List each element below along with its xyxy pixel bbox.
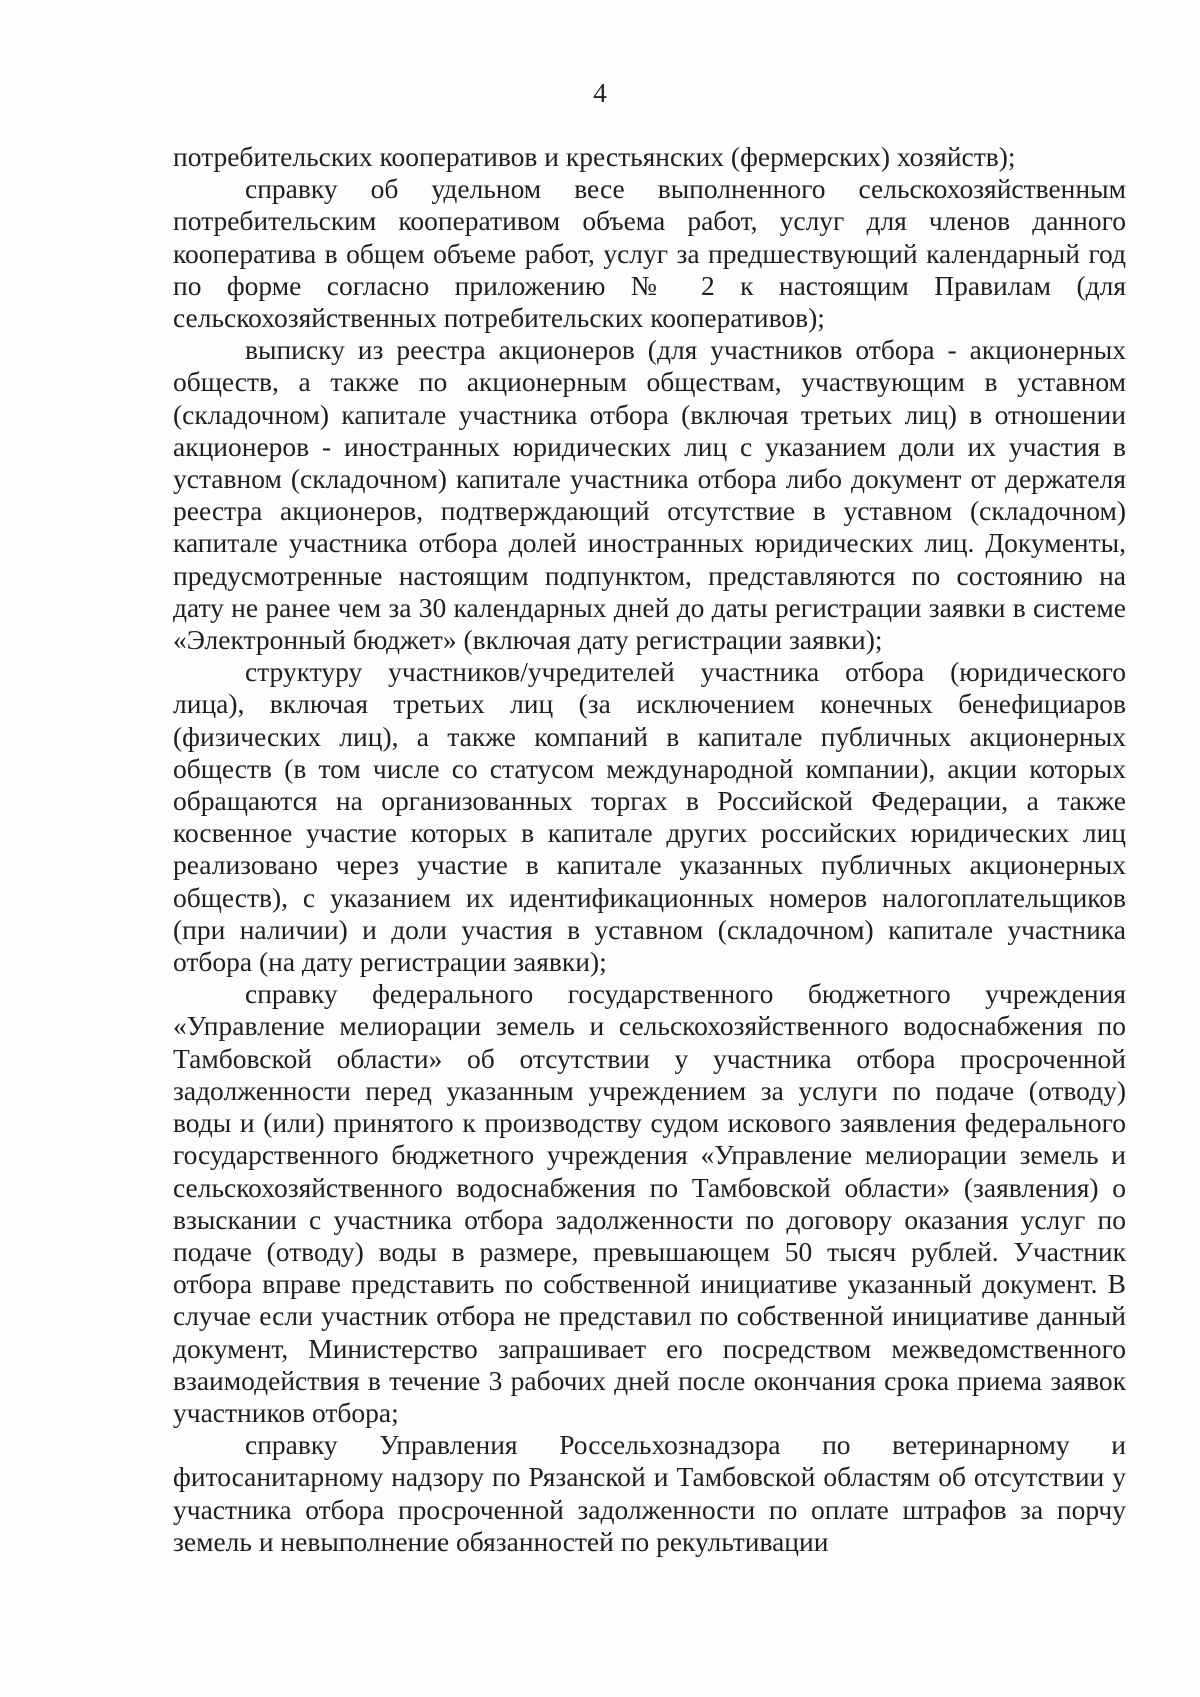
paragraph: справку Управления Россельхознадзора по ветеринарному и фитосанитарному надзору по Рязанской и Тамбовской областям об отсутствии у участника отбора просроченной задолженности по оплате штрафов за порчу земель и невыполнение обязанностей по рекультивации: [173, 1429, 1126, 1557]
paragraph: справку федерального государственного бюджетного учреждения «Управление мелиорации земель и сельскохозяйственного водоснабжения по Тамбовской области» об отсутствии у участника отбора просроченной задолженности перед указанным учреждением за услуги по подаче (отводу) воды и (или) принятого к производству судом искового заявления федерального государственного бюджетного учреждения «Управление мелиорации земель и сельскохозяйственного водоснабжения по Тамбовской области» (заявления) о взыскании с участника отбора задолженности по договору оказания услуг по подаче (отводу) воды в размере, превышающем 50 тысяч рублей. Участник отбора вправе представить по собственной инициативе указанный документ. В случае если участник отбора не представил по собственной инициативе данный документ, Министерство запрашивает его посредством межведомственного взаимодействия в течение 3 рабочих дней после окончания срока приема заявок участников отбора;: [173, 978, 1126, 1428]
document-body: [173, 141, 1126, 1558]
paragraph: выписку из реестра акционеров (для участников отбора - акционерных обществ, а также по акционерным обществам, участвующим в уставном (складочном) капитале участника отбора (включая третьих лиц) в отношении акционеров - иностранных юридических лиц с указанием доли их участия в уставном (складочном) капитале участника отбора либо документ от держателя реестра акционеров, подтверждающий отсутствие в уставном (складочном) капитале участника отбора долей иностранных юридических лиц. Документы, предусмотренные настоящим подпунктом, представляются по состоянию на дату не ранее чем за 30 календарных дней до даты регистрации заявки в системе «Электронный бюджет» (включая дату регистрации заявки);: [173, 334, 1126, 656]
paragraph: справку об удельном весе выполненного сельскохозяйственным потребительским кооперативом объема работ, услуг для членов данного кооператива в общем объеме работ, услуг за предшествующий календарный год по форме согласно приложению № 2 к настоящим Правилам (для сельскохозяйственных потребительских кооперативов);: [173, 173, 1126, 334]
page-number: 4: [593, 78, 607, 108]
paragraph: потребительских кооперативов и крестьянских (фермерских) хозяйств);: [173, 141, 1016, 172]
paragraph: структуру участников/учредителей участника отбора (юридического лица), включая третьих лиц (за исключением конечных бенефициаров (физических лиц), а также компаний в капитале публичных акционерных обществ (в том числе со статусом международной компании), акции которых обращаются на организованных торгах в Российской Федерации, а также косвенное участие которых в капитале других российских юридических лиц реализовано через участие в капитале указанных публичных акционерных обществ), с указанием их идентификационных номеров налогоплательщиков (при наличии) и доли участия в уставном (складочном) капитале участника отбора (на дату регистрации заявки);: [173, 656, 1126, 978]
